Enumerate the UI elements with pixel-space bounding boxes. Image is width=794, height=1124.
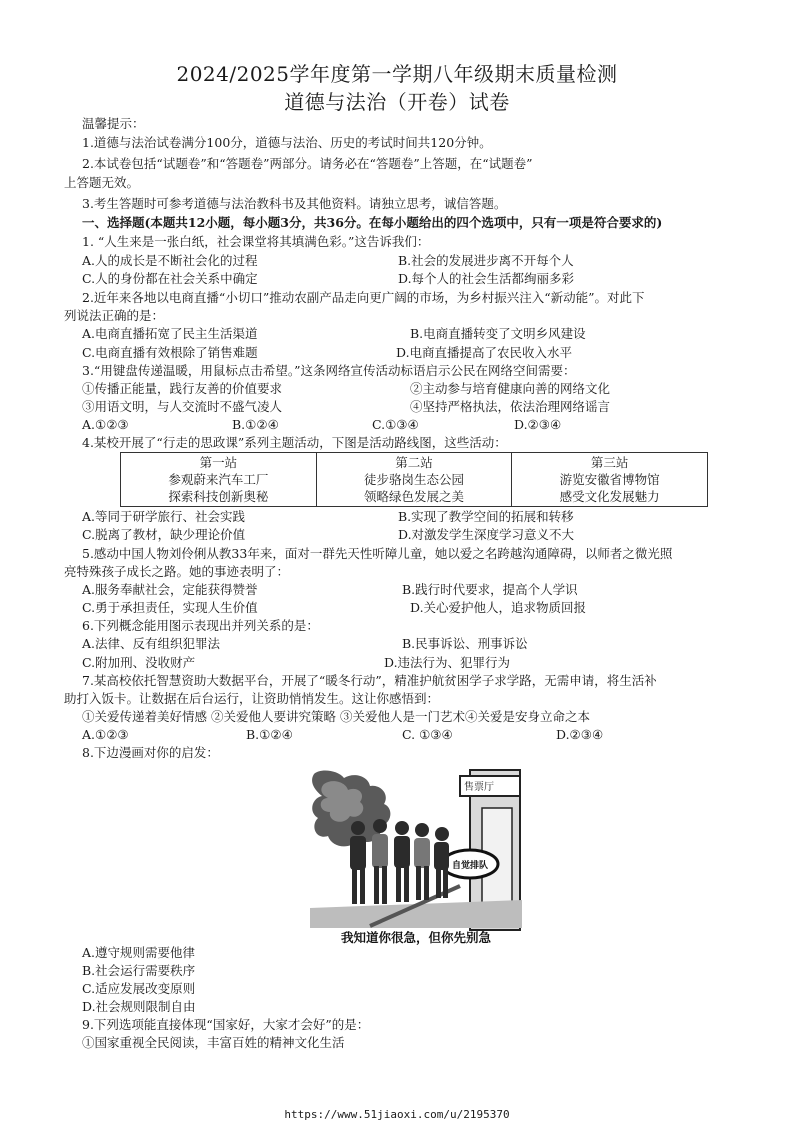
q8-option-b: B.社会运行需要秩序 [82, 963, 196, 978]
route-station-3 [512, 453, 708, 507]
cartoon-caption: 我知道你很急，但你先别急 [340, 930, 492, 945]
route-station-1 [121, 453, 317, 507]
q4-option-b: B.实现了教学空间的拓展和转移 [398, 509, 574, 524]
q7-option-c: C. ①③④ [402, 727, 453, 742]
q4-option-c: C.脱离了教材，缺少理论价值 [82, 527, 246, 542]
station-line: 探索科技创新奥秘 [168, 489, 269, 504]
q4-option-d: D.对激发学生深度学习意义不大 [398, 527, 575, 542]
q1-option-a: A.人的成长是不断社会化的过程 [82, 253, 258, 268]
q3-statement-3: ③用语文明，与人交流时不盛气凌人 [82, 399, 283, 414]
q9-statement-1: ①国家重视全民阅读，丰富百姓的精神文化生活 [82, 1035, 345, 1050]
q3-statement-2: ②主动参与培育健康向善的网络文化 [410, 381, 611, 396]
q7-stem: 7.某高校依托智慧资助大数据平台，开展了“暖冬行动”，精准护航贫困学子求学路，无需申请，将生活补 [82, 673, 657, 688]
section-heading: 一、选择题(本题共12小题，每小题3分，共36分。在每小题给出的四个选项中，只有一项是符合要求的) [82, 215, 663, 230]
q6-option-a: A.法律、反有组织犯罪法 [82, 636, 221, 651]
q1-option-b: B.社会的发展进步离不开每个人 [398, 253, 574, 268]
q5-stem-cont: 亮特殊孩子成长之路。她的事迹表明了： [64, 564, 290, 579]
q3-option-d: D.②③④ [514, 417, 562, 432]
station-name: 第一站 [199, 455, 238, 470]
q7-stem-cont: 助打入饭卡。让数据在后台运行，让资助悄悄发生。这让你感悟到： [64, 691, 440, 706]
q7-option-a: A.①②③ [82, 727, 129, 742]
q6-option-b: B.民事诉讼、刑事诉讼 [402, 636, 528, 651]
q2-stem-cont: 列说法正确的是： [64, 308, 165, 323]
ticket-hall-sign: 售票厅 [464, 782, 494, 793]
q3-statement-4: ④坚持严格执法，依法治理网络谣言 [410, 399, 611, 414]
station-line: 游览安徽省博物馆 [559, 472, 660, 487]
q2-option-a: A.电商直播拓宽了民主生活渠道 [82, 326, 258, 341]
q3-option-c: C.①③④ [372, 417, 419, 432]
tip-2-cont: 上答题无效。 [64, 175, 140, 190]
q1-stem: 1. “人生来是一张白纸，社会课堂将其填满色彩。”这告诉我们： [82, 234, 430, 249]
q4-option-a: A.等同于研学旅行、社会实践 [82, 509, 246, 524]
station-line: 感受文化发展魅力 [559, 489, 660, 504]
q2-option-d: D.电商直播提高了农民收入水平 [396, 345, 573, 360]
q4-stem: 4.某校开展了“行走的思政课”系列主题活动，下图是活动路线图，这些活动： [82, 435, 507, 450]
station-name: 第二站 [395, 455, 433, 470]
q8-option-d: D.社会规则限制自由 [82, 999, 196, 1014]
q1-option-d: D.每个人的社会生活都绚丽多彩 [398, 271, 575, 286]
q6-stem: 6.下列概念能用图示表现出并列关系的是： [82, 618, 319, 633]
q5-option-d: D.关心爱护他人，追求物质回报 [410, 600, 587, 615]
q5-option-c: C.勇于承担责任，实现人生价值 [82, 600, 258, 615]
activity-route-table [120, 452, 708, 507]
q9-stem: 9.下列选项能直接体现“国家好，大家才会好”的是： [82, 1017, 370, 1032]
footer-url[interactable]: https://www.51jiaoxi.com/u/2195370 [284, 1108, 510, 1121]
q7-option-d: D.②③④ [556, 727, 604, 742]
q8-stem: 8.下边漫画对你的启发： [82, 745, 219, 760]
tip-1: 1.道德与法治试卷满分100分，道德与法治、历史的考试时间共120分钟。 [82, 135, 492, 150]
q2-option-b: B.电商直播转变了文明乡风建设 [410, 326, 586, 341]
q5-stem: 5.感动中国人物刘伶俐从教33年来，面对一群先天性听障儿童，她以爱之名跨越沟通障碍，以师者之微光照 [82, 546, 673, 561]
q3-statement-1: ①传播正能量，践行友善的价值要求 [82, 381, 283, 396]
q8-option-a: A.遵守规则需要他律 [82, 945, 196, 960]
tip-2: 2.本试卷包括“试题卷”和“答题卷”两部分。请务必在“答题卷”上答题，在“试题卷” [82, 156, 533, 171]
q8-option-c: C.适应发展改变原则 [82, 981, 196, 996]
tip-3: 3.考生答题时可参考道德与法治教科书及其他资料。请独立思考，诚信答题。 [82, 196, 507, 211]
station-name: 第三站 [590, 455, 629, 470]
route-station-2 [316, 453, 512, 507]
q5-option-a: A.服务奉献社会，定能获得赞誉 [82, 582, 258, 597]
page-subtitle: 道德与法治（开卷）试卷 [284, 90, 510, 114]
page-title: 2024/2025学年度第一学期八年级期末质量检测 [176, 62, 618, 86]
q3-option-a: A.①②③ [82, 417, 129, 432]
q6-option-d: D.违法行为、犯罪行为 [384, 655, 511, 670]
q3-option-b: B.①②④ [232, 417, 279, 432]
station-line: 领略绿色发展之美 [363, 489, 464, 504]
q6-option-c: C.附加刑、没收财产 [82, 655, 196, 670]
station-line: 徒步骆岗生态公园 [363, 472, 464, 487]
cartoon-image [310, 768, 522, 948]
queue-bubble-text: 自觉排队 [451, 861, 489, 871]
q5-option-b: B.践行时代要求，提高个人学识 [402, 582, 578, 597]
q2-option-c: C.电商直播有效根除了销售难题 [82, 345, 258, 360]
q7-statements: ①关爱传递着美好情感 ②关爱他人要讲究策略 ③关爱他人是一门艺术④关爱是安身立命之本 [82, 709, 590, 724]
q1-option-c: C.人的身份都在社会关系中确定 [82, 271, 258, 286]
tips-heading: 温馨提示： [82, 116, 145, 131]
q2-stem: 2.近年来各地以电商直播“小切口”推动农副产品走向更广阔的市场，为乡村振兴注入“新动能”。对此下 [82, 290, 645, 305]
queue-cartoon-illustration [310, 768, 522, 948]
q7-option-b: B.①②④ [246, 727, 293, 742]
q3-stem: 3.“用键盘传递温暖，用鼠标点击希望。”这条网络宣传活动标语启示公民在网络空间需要： [82, 363, 576, 378]
station-line: 参观蔚来汽车工厂 [168, 472, 269, 487]
